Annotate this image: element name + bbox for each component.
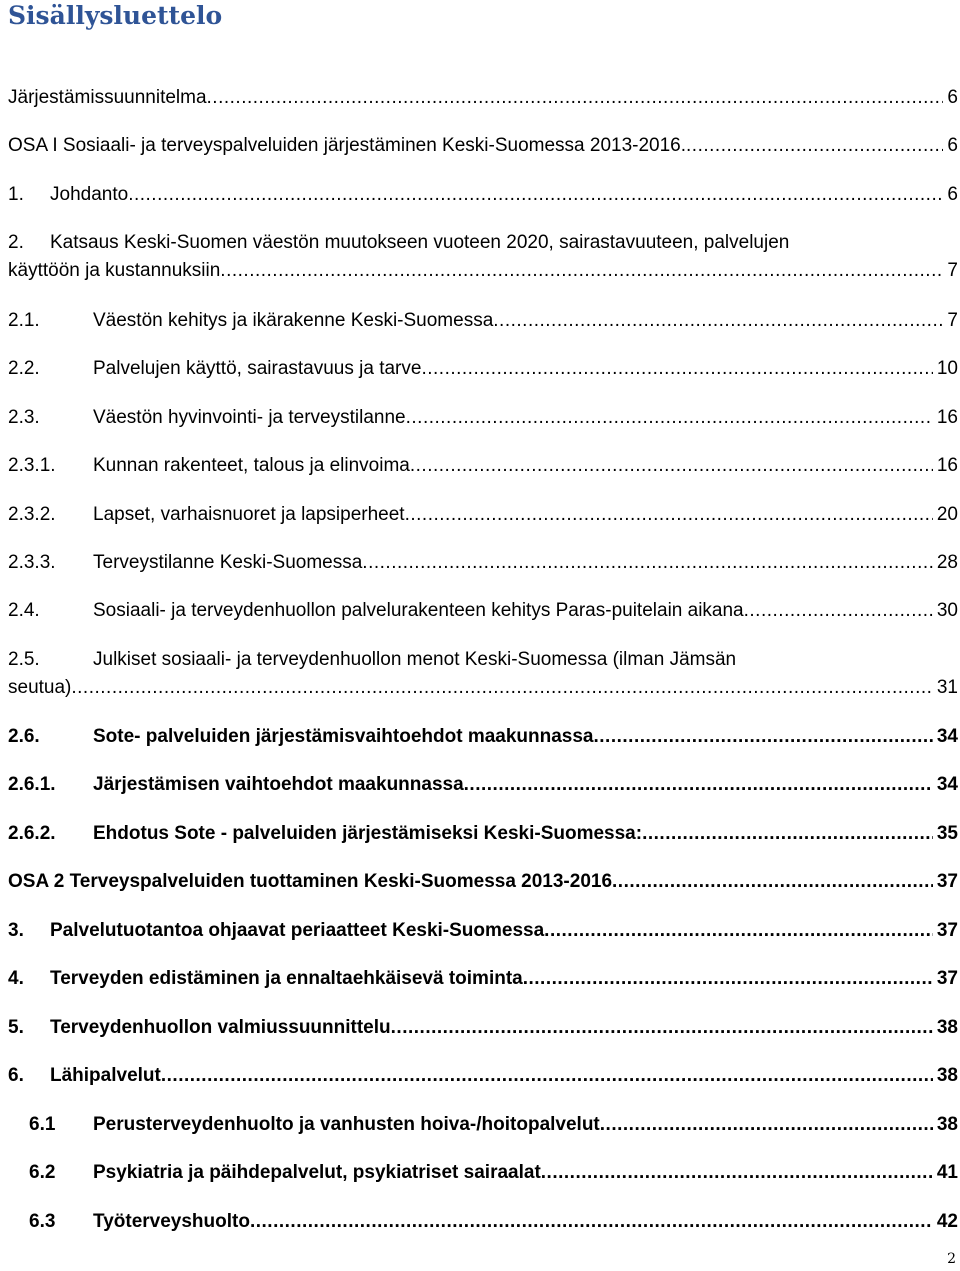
toc-entry-6-3[interactable] — [8, 1208, 958, 1236]
toc-entry-number: 4. — [8, 968, 24, 989]
toc-entry-number: 2.3.3. — [8, 552, 56, 573]
dot-leader — [493, 307, 943, 335]
toc-entry-label: OSA I Sosiaali- ja terveyspalveluiden järjestäminen Keski-Suomessa 2013-2016. — [8, 135, 687, 156]
toc-entry-label: Väestön hyvinvointi- ja terveystilanne — [93, 407, 406, 428]
toc-entry-page: 6 — [947, 135, 958, 156]
toc-entry-number: 2.5. — [8, 649, 40, 670]
toc-entry-label: Terveyden edistäminen ja ennaltaehkäisevä toiminta — [50, 968, 523, 989]
dot-leader — [250, 1208, 933, 1236]
toc-entry-label: Väestön kehitys ja ikärakenne Keski-Suomessa — [93, 310, 494, 331]
dot-leader — [612, 868, 933, 896]
toc-entry-page: 6 — [947, 87, 958, 108]
toc-entry-2-3-2[interactable] — [8, 501, 958, 529]
toc-entry-label: Lähipalvelut — [50, 1065, 161, 1086]
dot-leader — [600, 1111, 933, 1139]
dot-leader — [523, 965, 933, 993]
toc-entry-label: Terveydenhuollon valmiussuunnittelu — [50, 1017, 391, 1038]
toc-entry-page: 38 — [936, 1065, 958, 1086]
dot-leader — [391, 1014, 933, 1042]
toc-entry-number: 2.4. — [8, 600, 40, 621]
toc-entry-number: 1. — [8, 184, 24, 205]
toc-entry-page: 37 — [936, 871, 958, 892]
toc-entry-page: 28 — [936, 552, 958, 573]
toc-entry-label: Julkiset sosiaali- ja terveydenhuollon menot Keski-Suomessa (ilman Jämsän — [93, 649, 737, 670]
toc-entry-label: Sosiaali- ja terveydenhuollon palvelurakenteen kehitys Paras-puitelain aikana — [93, 600, 744, 621]
toc-entry-page: 38 — [936, 1114, 958, 1135]
toc-entry-number: 3. — [8, 920, 24, 941]
toc-entry-2-5[interactable] — [8, 646, 958, 702]
toc-entry-2-3-1[interactable] — [8, 452, 958, 480]
dot-leader — [594, 723, 933, 751]
dot-leader — [207, 84, 944, 112]
toc-entry-page: 20 — [936, 504, 958, 525]
dot-leader — [128, 181, 943, 209]
toc-entry-osa-2[interactable] — [8, 868, 958, 896]
dot-leader — [544, 917, 933, 945]
dot-leader — [421, 355, 932, 383]
toc-entry-number: 6.3 — [29, 1211, 56, 1232]
toc-entry-label: Katsaus Keski-Suomen väestön muutokseen vuoteen 2020, sairastavuuteen, palvelujen — [50, 232, 790, 253]
toc-entry-number: 2.2. — [8, 358, 40, 379]
toc-entry-page: 42 — [936, 1211, 958, 1232]
toc-entry-osa-1[interactable] — [8, 132, 958, 160]
toc-entry-label: Johdanto — [50, 184, 129, 205]
dot-leader — [405, 501, 933, 529]
toc-entry-2-2[interactable] — [8, 355, 958, 383]
toc-entry-page: 41 — [936, 1162, 958, 1183]
toc-entry-page: 7 — [947, 260, 958, 281]
toc-entry-page: 10 — [936, 358, 958, 379]
dot-leader — [161, 1062, 933, 1090]
page-number: 2 — [947, 1251, 956, 1267]
toc-entry-6-1[interactable] — [8, 1111, 958, 1139]
toc-entry-number: 2.3.1. — [8, 455, 56, 476]
toc-entry-label: Työterveyshuolto — [93, 1211, 250, 1232]
toc-entry-johdanto[interactable] — [8, 181, 958, 209]
toc-entry-label: Järjestämisen vaihtoehdot maakunnassa — [93, 774, 464, 795]
toc-entry-label: Terveystilanne Keski-Suomessa — [93, 552, 363, 573]
toc-entry-label: Kunnan rakenteet, talous ja elinvoima — [93, 455, 410, 476]
toc-entry-5[interactable] — [8, 1014, 958, 1042]
dot-leader — [541, 1159, 933, 1187]
toc-entry-2-6-2[interactable] — [8, 820, 958, 848]
toc-entry-label: Ehdotus Sote - palveluiden järjestämiseksi Keski-Suomessa: — [93, 823, 643, 844]
toc-entry-page: 37 — [936, 920, 958, 941]
toc-entry-page: 7 — [947, 310, 958, 331]
toc-entry-label: Järjestämissuunnitelma — [8, 87, 207, 108]
toc-entry-number: 2.1. — [8, 310, 40, 331]
toc-entry-number: 2.6.1. — [8, 774, 56, 795]
toc-entry-2-3[interactable] — [8, 404, 958, 432]
toc-entry-6[interactable] — [8, 1062, 958, 1090]
toc-entry-page: 34 — [936, 774, 958, 795]
toc-entry-jarjestamissuunnitelma[interactable] — [8, 84, 958, 112]
toc-entry-page: 16 — [936, 455, 958, 476]
toc-entry-label: OSA 2 Terveyspalveluiden tuottaminen Keski-Suomessa 2013-2016 — [8, 871, 613, 892]
toc-entry-label: Palvelujen käyttö, sairastavuus ja tarve — [93, 358, 422, 379]
toc-entry-number: 6.1 — [29, 1114, 56, 1135]
toc-entry-number: 2.6.2. — [8, 823, 56, 844]
toc-entry-katsaus[interactable] — [8, 229, 958, 285]
toc-entry-page: 31 — [936, 677, 958, 698]
toc-entry-number: 2. — [8, 232, 24, 253]
dot-leader — [744, 597, 933, 625]
toc-entry-page: 34 — [936, 726, 958, 747]
toc-entry-number: 2.3. — [8, 407, 40, 428]
dot-leader — [686, 132, 943, 160]
dot-leader — [406, 404, 933, 432]
toc-entry-number: 2.3.2. — [8, 504, 56, 525]
toc-entry-label: Palvelutuotantoa ohjaavat periaatteet Keski-Suomessa — [50, 920, 545, 941]
toc-entry-page: 38 — [936, 1017, 958, 1038]
dot-leader — [642, 820, 933, 848]
toc-entry-label: Lapset, varhaisnuoret ja lapsiperheet — [93, 504, 405, 525]
toc-entry-label-continued: seutua) — [8, 677, 72, 698]
dot-leader — [71, 674, 932, 702]
toc-entry-page: 16 — [936, 407, 958, 428]
dot-leader — [220, 257, 943, 285]
toc-entry-4[interactable] — [8, 965, 958, 993]
toc-entry-3[interactable] — [8, 917, 958, 945]
toc-entry-2-6-1[interactable] — [8, 771, 958, 799]
toc-title: Sisällysluettelo — [8, 1, 223, 30]
toc-entry-page: 6 — [947, 184, 958, 205]
toc-entry-page: 37 — [936, 968, 958, 989]
toc-entry-page: 30 — [936, 600, 958, 621]
toc-entry-number: 6.2 — [29, 1162, 56, 1183]
toc-entry-2-3-3[interactable] — [8, 549, 958, 577]
toc-entry-number: 6. — [8, 1065, 24, 1086]
dot-leader — [464, 771, 933, 799]
toc-entry-label: Psykiatria ja päihdepalvelut, psykiatriset sairaalat — [93, 1162, 541, 1183]
toc-entry-6-2[interactable] — [8, 1159, 958, 1187]
toc-entry-label-continued: käyttöön ja kustannuksiin — [8, 260, 221, 281]
toc-entry-2-1[interactable] — [8, 307, 958, 335]
toc-entry-label: Perusterveydenhuolto ja vanhusten hoiva-/hoitopalvelut — [93, 1114, 600, 1135]
dot-leader — [362, 549, 933, 577]
toc-entry-label: Sote- palveluiden järjestämisvaihtoehdot maakunnassa — [93, 726, 594, 747]
dot-leader — [410, 452, 933, 480]
toc-entry-2-6[interactable] — [8, 723, 958, 751]
toc-entry-page: 35 — [936, 823, 958, 844]
toc-entry-2-4[interactable] — [8, 597, 958, 625]
toc-entry-number: 5. — [8, 1017, 24, 1038]
toc-entry-number: 2.6. — [8, 726, 40, 747]
